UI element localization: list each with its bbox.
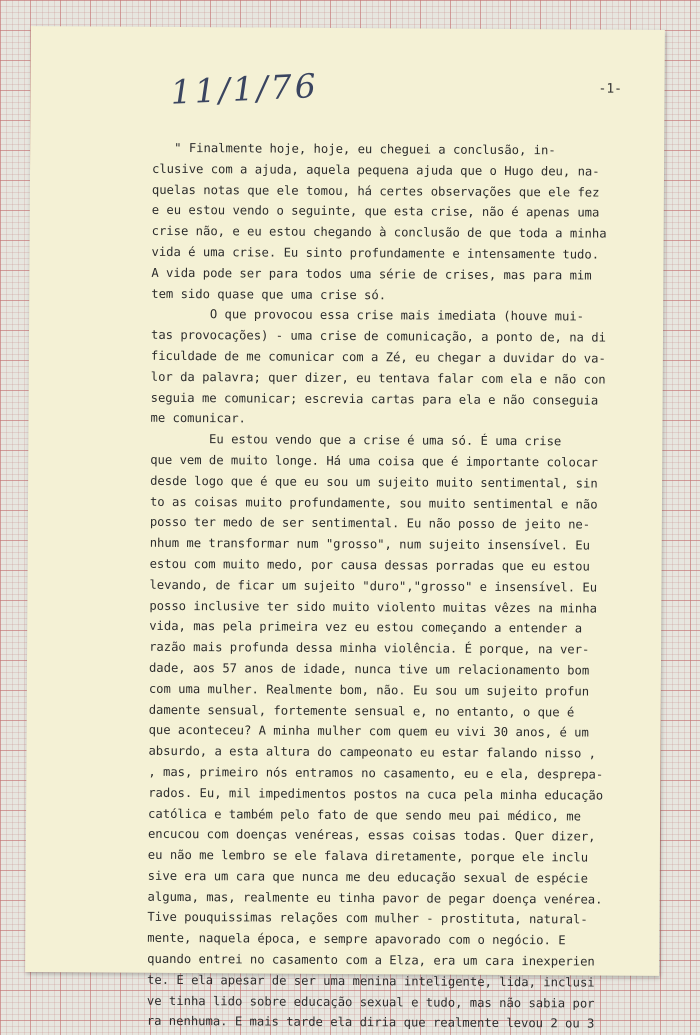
- text-line: me comunicar.: [150, 411, 246, 426]
- text-line: mente, naquela época, e sempre apavorado com o negócio. E: [147, 931, 566, 948]
- handwritten-date: 11/1/76: [169, 65, 320, 112]
- text-line: O que provocou essa crise mais imediata (houve mui-: [151, 307, 585, 324]
- text-line: clusive com a ajuda, aquela pequena ajuda que o Hugo deu, na-: [151, 161, 600, 179]
- text-line: Eu estou vendo que a crise é uma só. É uma crise: [150, 431, 562, 449]
- text-line: razão mais profunda dessa minha violência. É porque, na ver-: [149, 639, 590, 657]
- text-line: eu não me lembro se ele falava diretamente, porque ele inclu: [147, 847, 589, 865]
- text-line: tem sido quase que uma crise só.: [151, 286, 387, 302]
- text-line: alguma, mas, realmente eu tinha pavor de pegar doença venérea.: [147, 889, 603, 907]
- text-line: " Finalmente hoje, hoje, eu cheguei a conclusão, in-: [152, 140, 556, 158]
- text-line: ve tinha lido sobre educação sexual e tudo, mas não sabia por: [146, 993, 595, 1011]
- text-line: nhum me transformar num "grosso", num sujeito insensível. Eu: [149, 535, 591, 553]
- text-line: que aconteceu? A minha mulher com quem eu vivi 30 anos, é um: [148, 723, 589, 740]
- text-line: to as coisas muito profundamente, sou muito sentimental e não: [149, 494, 598, 512]
- text-line: que vem de muito longe. Há uma coisa que é importante colocar: [150, 452, 598, 470]
- text-line: levando, de ficar um sujeito "duro","grosso" e insensível. Eu: [149, 577, 598, 595]
- text-line: e eu estou vendo o seguinte, que esta crise, não é apenas uma: [151, 203, 600, 220]
- text-line: com uma mulher. Realmente bom, não. Eu sou um sujeito profun: [148, 681, 590, 699]
- text-line: crise não, e eu estou chegando à conclusão de que toda a minha: [151, 224, 607, 241]
- text-line: desde logo que é que eu sou um sujeito muito sentimental, sin: [150, 473, 598, 491]
- text-line: tas provocações) - uma crise de comunicação, a ponto de, na di: [150, 327, 606, 345]
- text-line: , mas, primeiro nós entramos no casamento, eu e ela, desprepa-: [148, 764, 604, 782]
- text-line: vida é uma crise. Eu sinto profundamente e intensamente tudo.: [151, 244, 600, 262]
- text-line: quando entrei no casamento com a Elza, era um cara inexperien: [147, 951, 595, 969]
- text-line: te. E ela apesar de ser uma menina inteligente, lida, inclusi: [147, 972, 595, 990]
- typed-text-body: [147, 138, 607, 1035]
- text-line: A vida pode ser para todos uma série de crises, mas para mim: [151, 265, 592, 283]
- text-line: posso inclusive ter sido muito violento muitas vêzes na minha: [149, 598, 597, 616]
- text-line: posso ter medo de ser sentimental. Eu não posso de jeito ne-: [149, 515, 591, 532]
- page-number: -1-: [598, 81, 623, 97]
- text-line: sive era um cara que nunca me deu educação sexual de espécie: [147, 868, 588, 886]
- text-line: absurdo, a esta altura do campeonato eu estar falando nisso ,: [148, 743, 597, 761]
- text-line: Tive pouquissimas relações com mulher - prostituta, natural-: [147, 910, 588, 927]
- text-line: seguia me comunicar; escrevia cartas para ela e não conseguia: [150, 390, 599, 408]
- text-line: encucou com doenças venéreas, essas coisas todas. Quer dizer,: [147, 827, 596, 844]
- text-line: estou com muito medo, por causa dessas porradas que eu estou: [149, 556, 590, 574]
- text-line: lor da palavra; quer dizer, eu tentava falar com ela e não con: [150, 369, 606, 387]
- text-line: ficuldade de me comunicar com a Zé, eu chegar a duvidar do va-: [150, 348, 606, 366]
- text-line: católica e também pelo fato de que sendo meu pai médico, me: [148, 806, 582, 823]
- text-line: ra nenhuma. E mais tarde ela diria que realmente levou 2 ou 3: [146, 1014, 595, 1032]
- text-line: vida, mas pela primeira vez eu estou começando a entender a: [149, 619, 583, 636]
- text-line: damente sensual, fortemente sensual e, no entanto, o que é: [148, 702, 575, 719]
- typed-page: [25, 26, 665, 1032]
- text-line: dade, aos 57 anos de idade, nunca tive um relacionamento bom: [148, 660, 590, 678]
- text-line: quelas notas que ele tomou, há certes observações que ele fez: [151, 182, 600, 200]
- text-line: rados. Eu, mil impedimentos postos na cuca pela minha educação: [148, 785, 604, 803]
